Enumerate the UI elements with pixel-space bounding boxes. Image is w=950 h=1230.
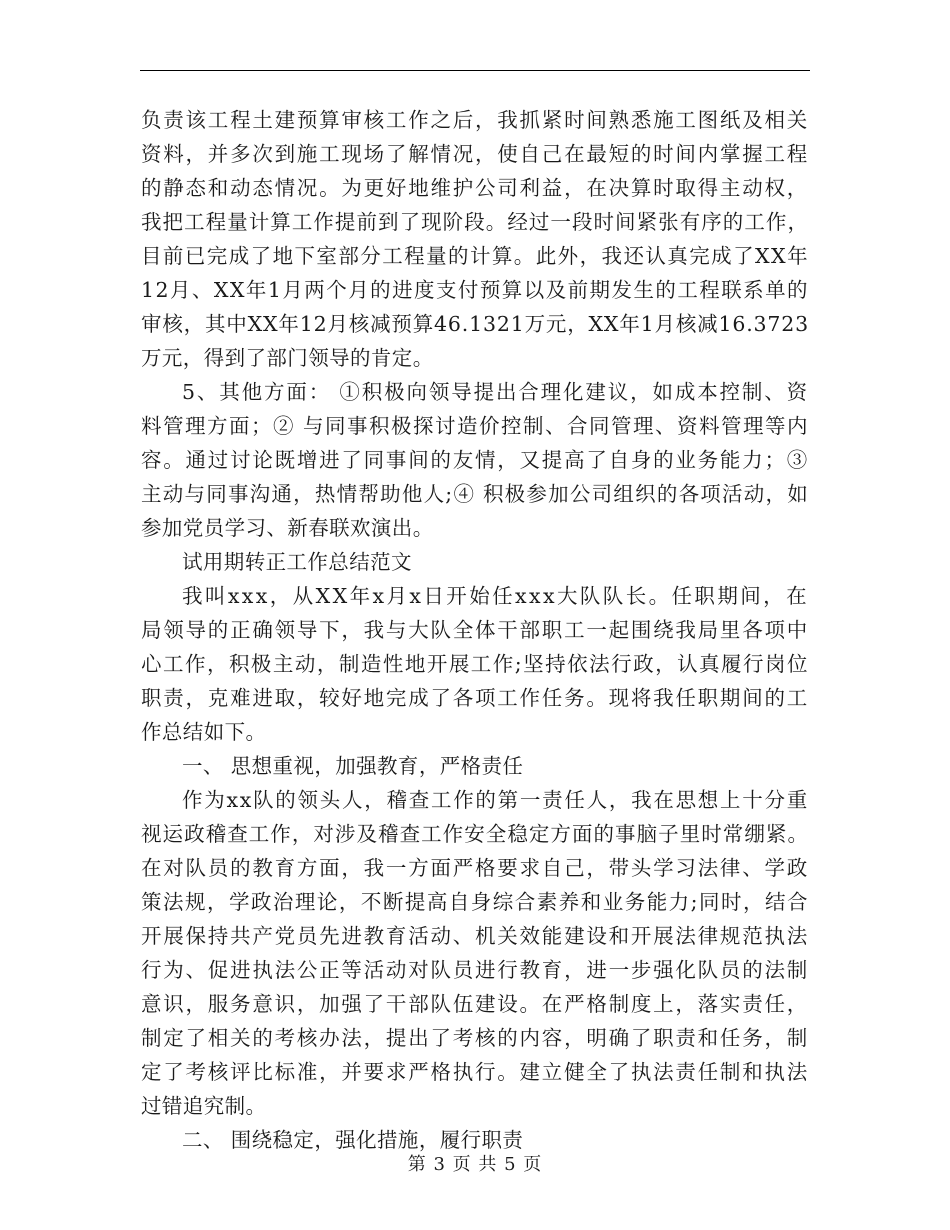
text-line: 参加党员学习、新春联欢演出。	[141, 516, 434, 540]
text-line: 审核，其中XX年12月核减预算46.1321万元，XX年1月核减16.3723	[141, 312, 809, 336]
text-line: 容。通过讨论既增进了同事间的友情，又提高了自身的业务能力；③	[141, 448, 809, 472]
text-line: 我把工程量计算工作提前到了现阶段。经过一段时间紧张有序的工作，	[141, 210, 809, 234]
text-line: 视运政稽查工作，对涉及稽查工作安全稳定方面的事脑子里时常绷紧。	[141, 822, 809, 846]
text-line: 我叫xxx，从XX年x月x日开始任xxx大队队长。任职期间，在	[182, 584, 809, 608]
text-line: 一、 思想重视，加强教育，严格责任	[182, 754, 524, 778]
text-line: 局领导的正确领导下，我与大队全体干部职工一起围绕我局里各项中	[141, 618, 809, 642]
page-number: 第 3 页 共 5 页	[407, 1154, 543, 1175]
text-line: 职责，克难进取，较好地完成了各项工作任务。现将我任职期间的工	[141, 686, 809, 710]
text-line: 试用期转正工作总结范文	[182, 550, 412, 574]
text-line: 过错追究制。	[141, 1094, 267, 1118]
text-line: 5、其他方面： ①积极向领导提出合理化建议，如成本控制、资	[182, 380, 809, 404]
text-line: 主动与同事沟通，热情帮助他人;④ 积极参加公司组织的各项活动，如	[141, 482, 809, 506]
text-line: 意识，服务意识，加强了干部队伍建设。在严格制度上，落实责任，	[141, 992, 809, 1016]
text-line: 定了考核评比标准，并要求严格执行。建立健全了执法责任制和执法	[141, 1060, 809, 1084]
header-rule	[140, 70, 810, 71]
text-line: 的静态和动态情况。为更好地维护公司利益，在决算时取得主动权，	[141, 176, 809, 200]
text-line: 作为xx队的领头人，稽查工作的第一责任人，我在思想上十分重	[182, 788, 809, 812]
text-line: 在对队员的教育方面，我一方面严格要求自己，带头学习法律、学政	[141, 856, 809, 880]
text-line: 料管理方面；② 与同事积极探讨造价控制、合同管理、资料管理等内	[141, 414, 809, 438]
text-line: 二、 围绕稳定，强化措施，履行职责	[182, 1128, 524, 1152]
text-line: 开展保持共产党员先进教育活动、机关效能建设和开展法律规范执法	[141, 924, 809, 948]
text-line: 行为、促进执法公正等活动对队员进行教育，进一步强化队员的法制	[141, 958, 809, 982]
text-line: 作总结如下。	[141, 720, 267, 744]
text-line: 负责该工程土建预算审核工作之后，我抓紧时间熟悉施工图纸及相关	[141, 108, 809, 132]
text-line: 制定了相关的考核办法，提出了考核的内容，明确了职责和任务，制	[141, 1026, 809, 1050]
text-line: 万元，得到了部门领导的肯定。	[141, 346, 434, 370]
document-body	[141, 103, 813, 1157]
text-line: 资料，并多次到施工现场了解情况，使自己在最短的时间内掌握工程	[141, 142, 809, 166]
text-line: 12月、XX年1月两个月的进度支付预算以及前期发生的工程联系单的	[141, 278, 809, 302]
text-line: 策法规，学政治理论，不断提高自身综合素养和业务能力;同时，结合	[141, 890, 809, 914]
text-line: 目前已完成了地下室部分工程量的计算。此外，我还认真完成了XX年	[141, 244, 809, 268]
text-line: 心工作，积极主动，制造性地开展工作;坚持依法行政，认真履行岗位	[141, 652, 809, 676]
